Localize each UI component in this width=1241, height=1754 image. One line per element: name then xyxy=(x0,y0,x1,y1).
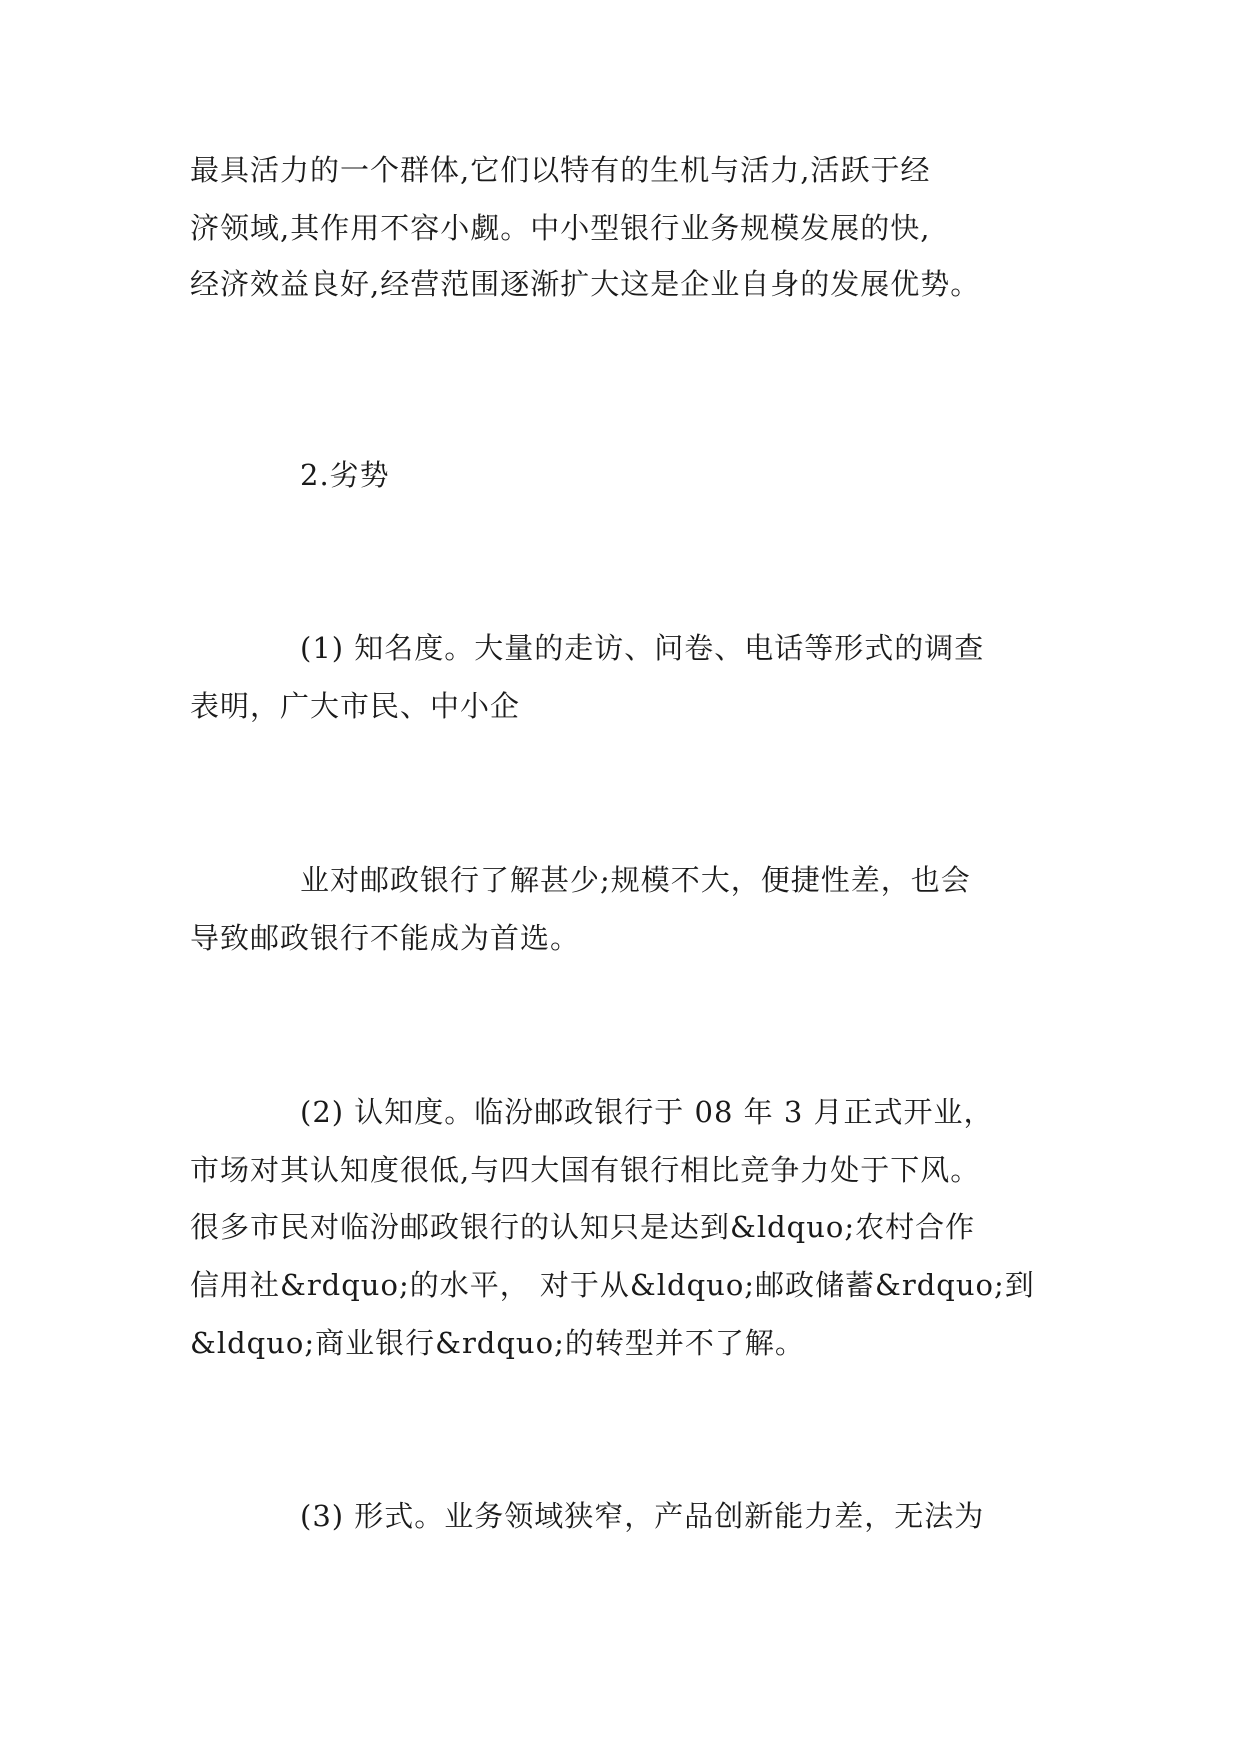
list-item-line: (1) 知名度。大量的走访、问卷、电话等形式的调查 xyxy=(300,631,985,665)
list-item-line: 信用社&rdquo;的水平， 对于从&ldquo;邮政储蓄&rdquo;到 xyxy=(190,1268,1035,1302)
paragraph-line: 经济效益良好,经营范围逐渐扩大这是企业自身的发展优势。 xyxy=(190,267,981,301)
list-item-line: 表明，广大市民、中小企 xyxy=(190,689,521,723)
list-item-line: (2) 认知度。临汾邮政银行于 08 年 3 月正式开业， xyxy=(300,1095,994,1129)
list-item-line: &ldquo;商业银行&rdquo;的转型并不了解。 xyxy=(190,1326,805,1360)
paragraph-line: 导致邮政银行不能成为首选。 xyxy=(190,921,581,955)
paragraph-line: 济领域,其作用不容小觑。中小型银行业务规模发展的快, xyxy=(190,211,931,245)
list-item-line: 很多市民对临汾邮政银行的认知只是达到&ldquo;农村合作 xyxy=(190,1210,976,1244)
paragraph-line: 业对邮政银行了解甚少;规模不大，便捷性差，也会 xyxy=(300,863,971,897)
paragraph-line: 最具活力的一个群体,它们以特有的生机与活力,活跃于经 xyxy=(190,153,931,187)
list-item-line: (3) 形式。业务领域狭窄，产品创新能力差，无法为 xyxy=(300,1499,985,1533)
section-heading: 2.劣势 xyxy=(300,458,390,492)
list-item-line: 市场对其认知度很低,与四大国有银行相比竞争力处于下风。 xyxy=(190,1153,981,1187)
